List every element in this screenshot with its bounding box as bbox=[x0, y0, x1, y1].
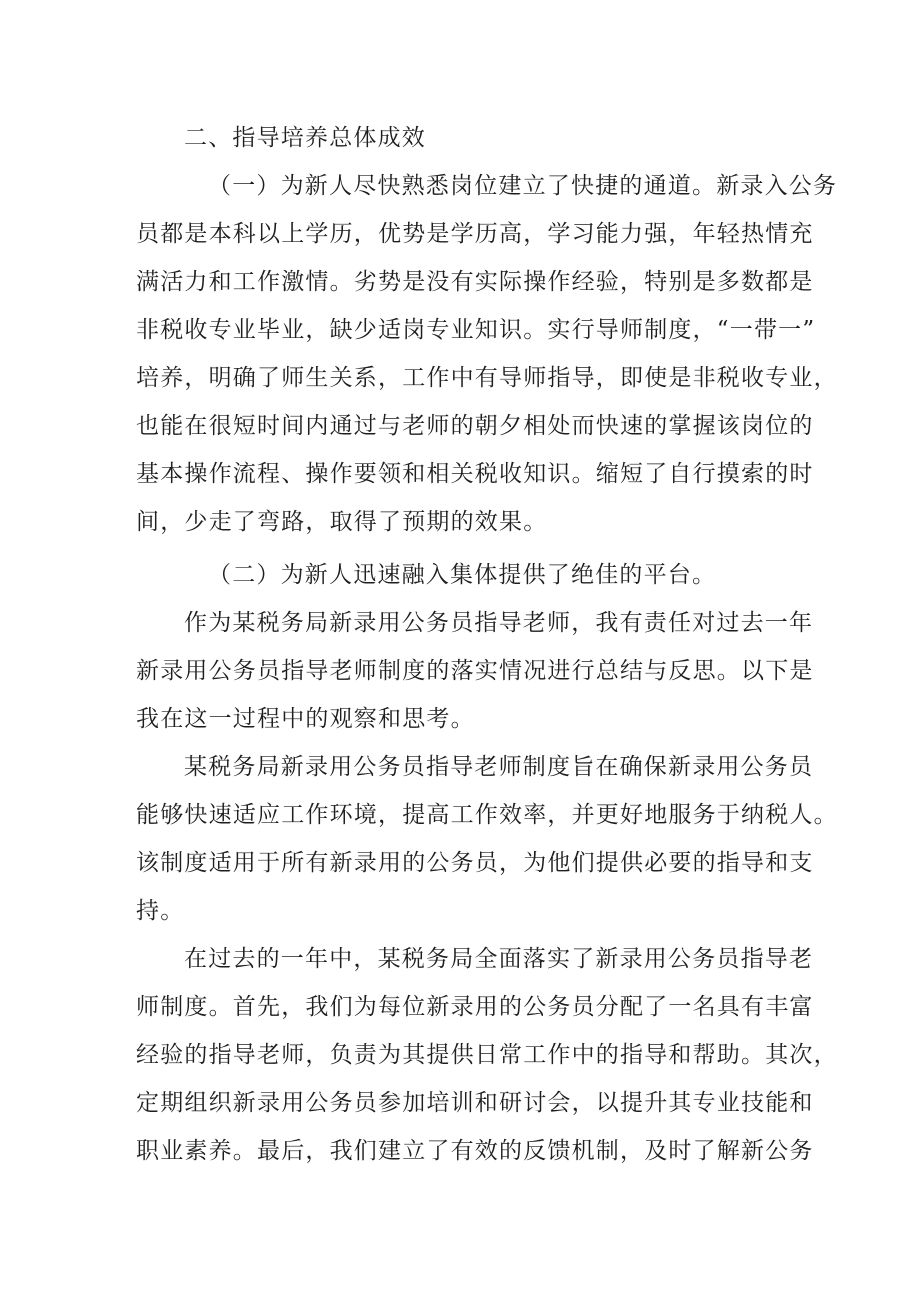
paragraph-line: 师制度。首先，我们为每位新录用的公务员分配了一名具有丰富 bbox=[136, 994, 814, 1020]
paragraph-line: 职业素养。最后，我们建立了有效的反馈机制，及时了解新公务 bbox=[136, 1138, 814, 1164]
section-heading: 二、指导培养总体成效 bbox=[184, 125, 426, 151]
paragraph-line: 作为某税务局新录用公务员指导老师，我有责任对过去一年 bbox=[184, 610, 814, 636]
paragraph-line: 定期组织新录用公务员参加培训和研讨会，以提升其专业技能和 bbox=[136, 1090, 814, 1116]
paragraph-line: 也能在很短时间内通过与老师的朝夕相处而快速的掌握该岗位的 bbox=[136, 413, 814, 439]
paragraph-line: 能够快速适应工作环境，提高工作效率，并更好地服务于纳税人。 bbox=[136, 802, 838, 828]
paragraph-line: 该制度适用于所有新录用的公务员，为他们提供必要的指导和支 bbox=[136, 850, 814, 876]
paragraph-line: 某税务局新录用公务员指导老师制度旨在确保新录用公务员 bbox=[184, 754, 814, 780]
paragraph-line: （一）为新人尽快熟悉岗位建立了快捷的通道。新录入公务 bbox=[208, 173, 838, 199]
paragraph-line: 培养，明确了师生关系，工作中有导师指导，即使是非税收专业， bbox=[136, 365, 838, 391]
paragraph-line: 非税收专业毕业，缺少适岗专业知识。实行导师制度，“一带一” bbox=[136, 317, 816, 343]
paragraph-line: 满活力和工作激情。劣势是没有实际操作经验，特别是多数都是 bbox=[136, 269, 814, 295]
paragraph-line: 经验的指导老师，负责为其提供日常工作中的指导和帮助。其次， bbox=[136, 1042, 838, 1068]
paragraph-line: 我在这一过程中的观察和思考。 bbox=[136, 706, 475, 732]
paragraph-line: 基本操作流程、操作要领和相关税收知识。缩短了自行摸索的时 bbox=[136, 461, 814, 487]
paragraph-line: 新录用公务员指导老师制度的落实情况进行总结与反思。以下是 bbox=[136, 658, 814, 684]
paragraph-line: 持。 bbox=[136, 898, 185, 924]
paragraph-line: 间，少走了弯路，取得了预期的效果。 bbox=[136, 509, 548, 535]
paragraph-line: 员都是本科以上学历，优势是学历高，学习能力强，年轻热情充 bbox=[136, 221, 814, 247]
subsection-heading: （二）为新人迅速融入集体提供了绝佳的平台。 bbox=[208, 562, 717, 588]
paragraph-line: 在过去的一年中，某税务局全面落实了新录用公务员指导老 bbox=[184, 946, 814, 972]
